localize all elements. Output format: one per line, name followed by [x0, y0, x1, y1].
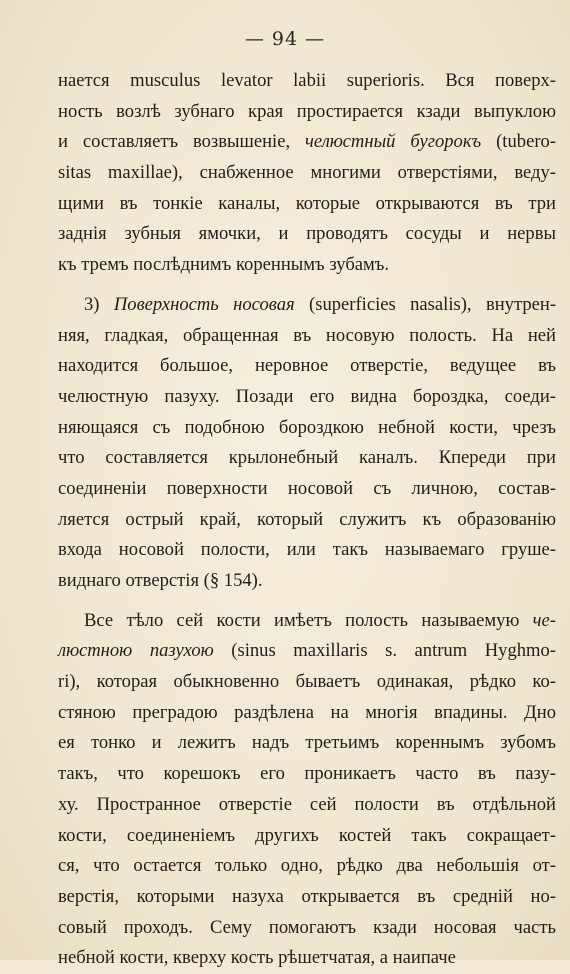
text-run: виднаго отверстія (§ 154).: [58, 570, 263, 591]
text-line: [58, 189, 556, 220]
text-line: [58, 66, 556, 97]
text-line: [58, 219, 556, 250]
page-number: — 94 —: [244, 28, 326, 50]
text-run: заднія зубныя ямочки, и проводятъ сосуды и нервы: [58, 223, 556, 245]
text-line: [58, 851, 556, 882]
text-line: [58, 913, 556, 944]
paragraph: [58, 606, 556, 974]
text-line: [58, 535, 556, 566]
text-line: [58, 759, 556, 790]
text-line: [58, 728, 556, 759]
text-line: [58, 943, 556, 974]
paragraph-gap: [58, 597, 556, 606]
paragraph: [58, 66, 556, 281]
text-run: ея тонко и лежитъ надъ третьимъ кореннымъ зубомъ: [58, 732, 556, 754]
text-run: совый проходъ. Сему помогаютъ кзади носовая часть: [58, 916, 556, 938]
text-run: ляется острый край, который служитъ къ образованію: [58, 508, 556, 530]
text-run: няющаяся съ подобною бороздкою небной кости, чрезъ: [58, 416, 556, 438]
text-run: (sinus maxillaris s. antrum Hyghmo-: [213, 640, 556, 662]
text-line: [58, 97, 556, 128]
text-run: челюстную пазуху. Позади его видна бороздка, соеди-: [58, 385, 556, 407]
text-line: [58, 250, 556, 281]
italic-term: че-: [532, 609, 556, 631]
text-line: [58, 667, 556, 698]
text-run: няя, гладкая, обращенная въ носовую полость. На ней: [58, 324, 556, 346]
italic-term: челюстный бугорокъ: [305, 131, 482, 153]
text-run: такъ, что корешокъ его проникаетъ часто въ пазу-: [58, 763, 556, 785]
text-run: (superficies nasalis), внутрен-: [294, 293, 557, 315]
text-run: щими въ тонкіе каналы, которые открываются въ три: [58, 192, 556, 214]
text-line: [58, 321, 556, 352]
text-line: [58, 158, 556, 189]
text-line: [58, 790, 556, 821]
text-line: [58, 474, 556, 505]
text-run: верстія, которыми назуха открывается въ средній но-: [58, 885, 556, 907]
text-line: [58, 505, 556, 536]
text-line: [58, 413, 556, 444]
text-run: 3): [84, 293, 114, 315]
text-line: [58, 636, 556, 667]
text-run: кости, соединеніемъ другихъ костей такъ сокращает-: [58, 824, 556, 846]
text-run: Все тѣло сей кости имѣетъ полость называемую: [84, 609, 533, 631]
text-run: находится большое, неровное отверстіе, ведущее въ: [58, 355, 556, 377]
text-line: [58, 351, 556, 382]
text-run: соединеніи поверхности носовой съ личною, состав-: [58, 477, 556, 499]
text-run: ся, что остается только одно, рѣдко два небольшія от-: [58, 855, 556, 877]
text-line: [58, 606, 556, 637]
text-line: [58, 290, 556, 321]
text-run: стяною преградою раздѣлена на многія впадины. Дно: [58, 701, 556, 723]
text-run: къ тремъ послѣднимъ кореннымъ зубамъ.: [58, 254, 390, 276]
text-run: ность возлѣ зубнаго края простирается кзади выпуклою: [58, 100, 556, 122]
text-line: [58, 127, 556, 158]
text-line: [58, 443, 556, 474]
text-run: входа носовой полости, или такъ называемаго груше-: [58, 539, 556, 561]
text-line: [58, 821, 556, 852]
text-run: нается musculus levator labii superioris. Вся поверх-: [58, 70, 556, 91]
text-run: ху. Пространное отверстіе сей полости въ отдѣльной: [58, 793, 556, 815]
text-line: [58, 566, 556, 597]
text-line: [58, 698, 556, 729]
text-line: [58, 882, 556, 913]
text-run: и составляетъ возвышеніе,: [58, 131, 306, 153]
body-text: [58, 66, 556, 974]
text-run: ri), которая обыкновенно бываетъ одинакая, рѣдко ко-: [58, 671, 556, 693]
text-run: sitas maxillae), снабженное многими отверстіями, веду-: [58, 162, 556, 184]
paragraph-gap: [58, 281, 556, 290]
italic-term: люстною пазухою: [58, 640, 214, 662]
italic-term: Поверхность носовая: [113, 293, 295, 315]
text-run: небной кости, кверху кость рѣшетчатая, а наипаче: [58, 947, 456, 969]
text-line: [58, 382, 556, 413]
paragraph: [58, 290, 556, 597]
text-run: (tubero-: [481, 131, 556, 153]
text-run: что составляется крылонебный каналъ. Кпереди при: [58, 447, 556, 469]
